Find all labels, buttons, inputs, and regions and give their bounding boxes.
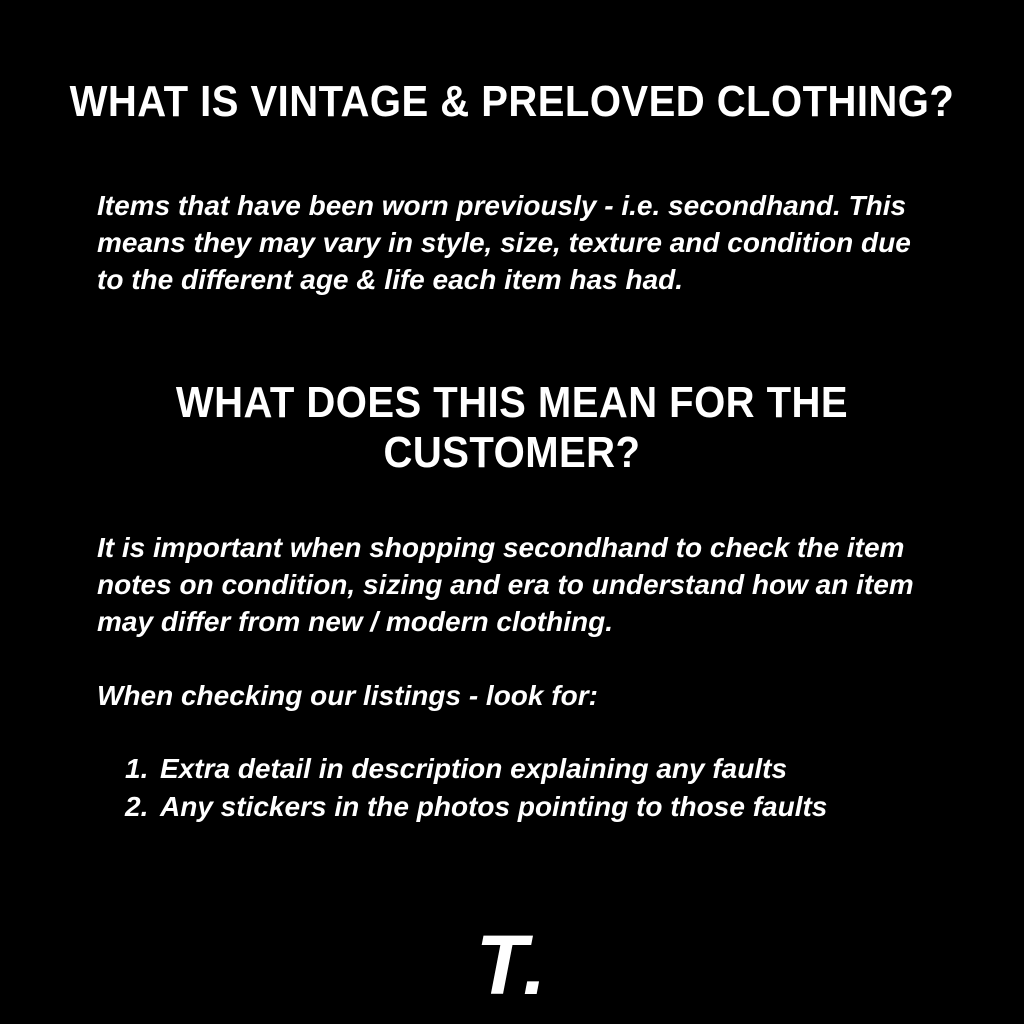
intro-line: to the different age & life each item has had.: [97, 264, 684, 295]
intro-paragraph: [97, 187, 911, 298]
brand-logo-t: T.: [475, 918, 549, 1012]
intro-line: Items that have been worn previously - i.e. secondhand. This: [97, 190, 907, 221]
checklist-item-number: 2.: [125, 791, 149, 822]
checklist-item: [125, 788, 827, 826]
checklist-item-text: Extra detail in description explaining any faults: [160, 753, 788, 784]
checklist-item-text: Any stickers in the photos pointing to those faults: [160, 791, 828, 822]
heading-what-is-vintage: WHAT IS VINTAGE & PRELOVED CLOTHING?: [69, 77, 955, 126]
customer-line: It is important when shopping secondhand to check the item: [97, 532, 905, 563]
heading-customer-meaning: [46, 378, 978, 478]
customer-line: may differ from new / modern clothing.: [97, 606, 613, 637]
customer-paragraph: [97, 529, 914, 640]
listings-lead-line: When checking our listings - look for:: [97, 680, 598, 711]
checklist-item-number: 1.: [125, 753, 149, 784]
heading-customer-line: CUSTOMER?: [383, 428, 641, 477]
listings-checklist: [125, 750, 827, 826]
intro-line: means they may vary in style, size, texture and condition due: [97, 227, 911, 258]
checklist-item: [125, 750, 827, 788]
customer-line: notes on condition, sizing and era to understand how an item: [97, 569, 914, 600]
heading-customer-line: WHAT DOES THIS MEAN FOR THE: [175, 378, 849, 427]
